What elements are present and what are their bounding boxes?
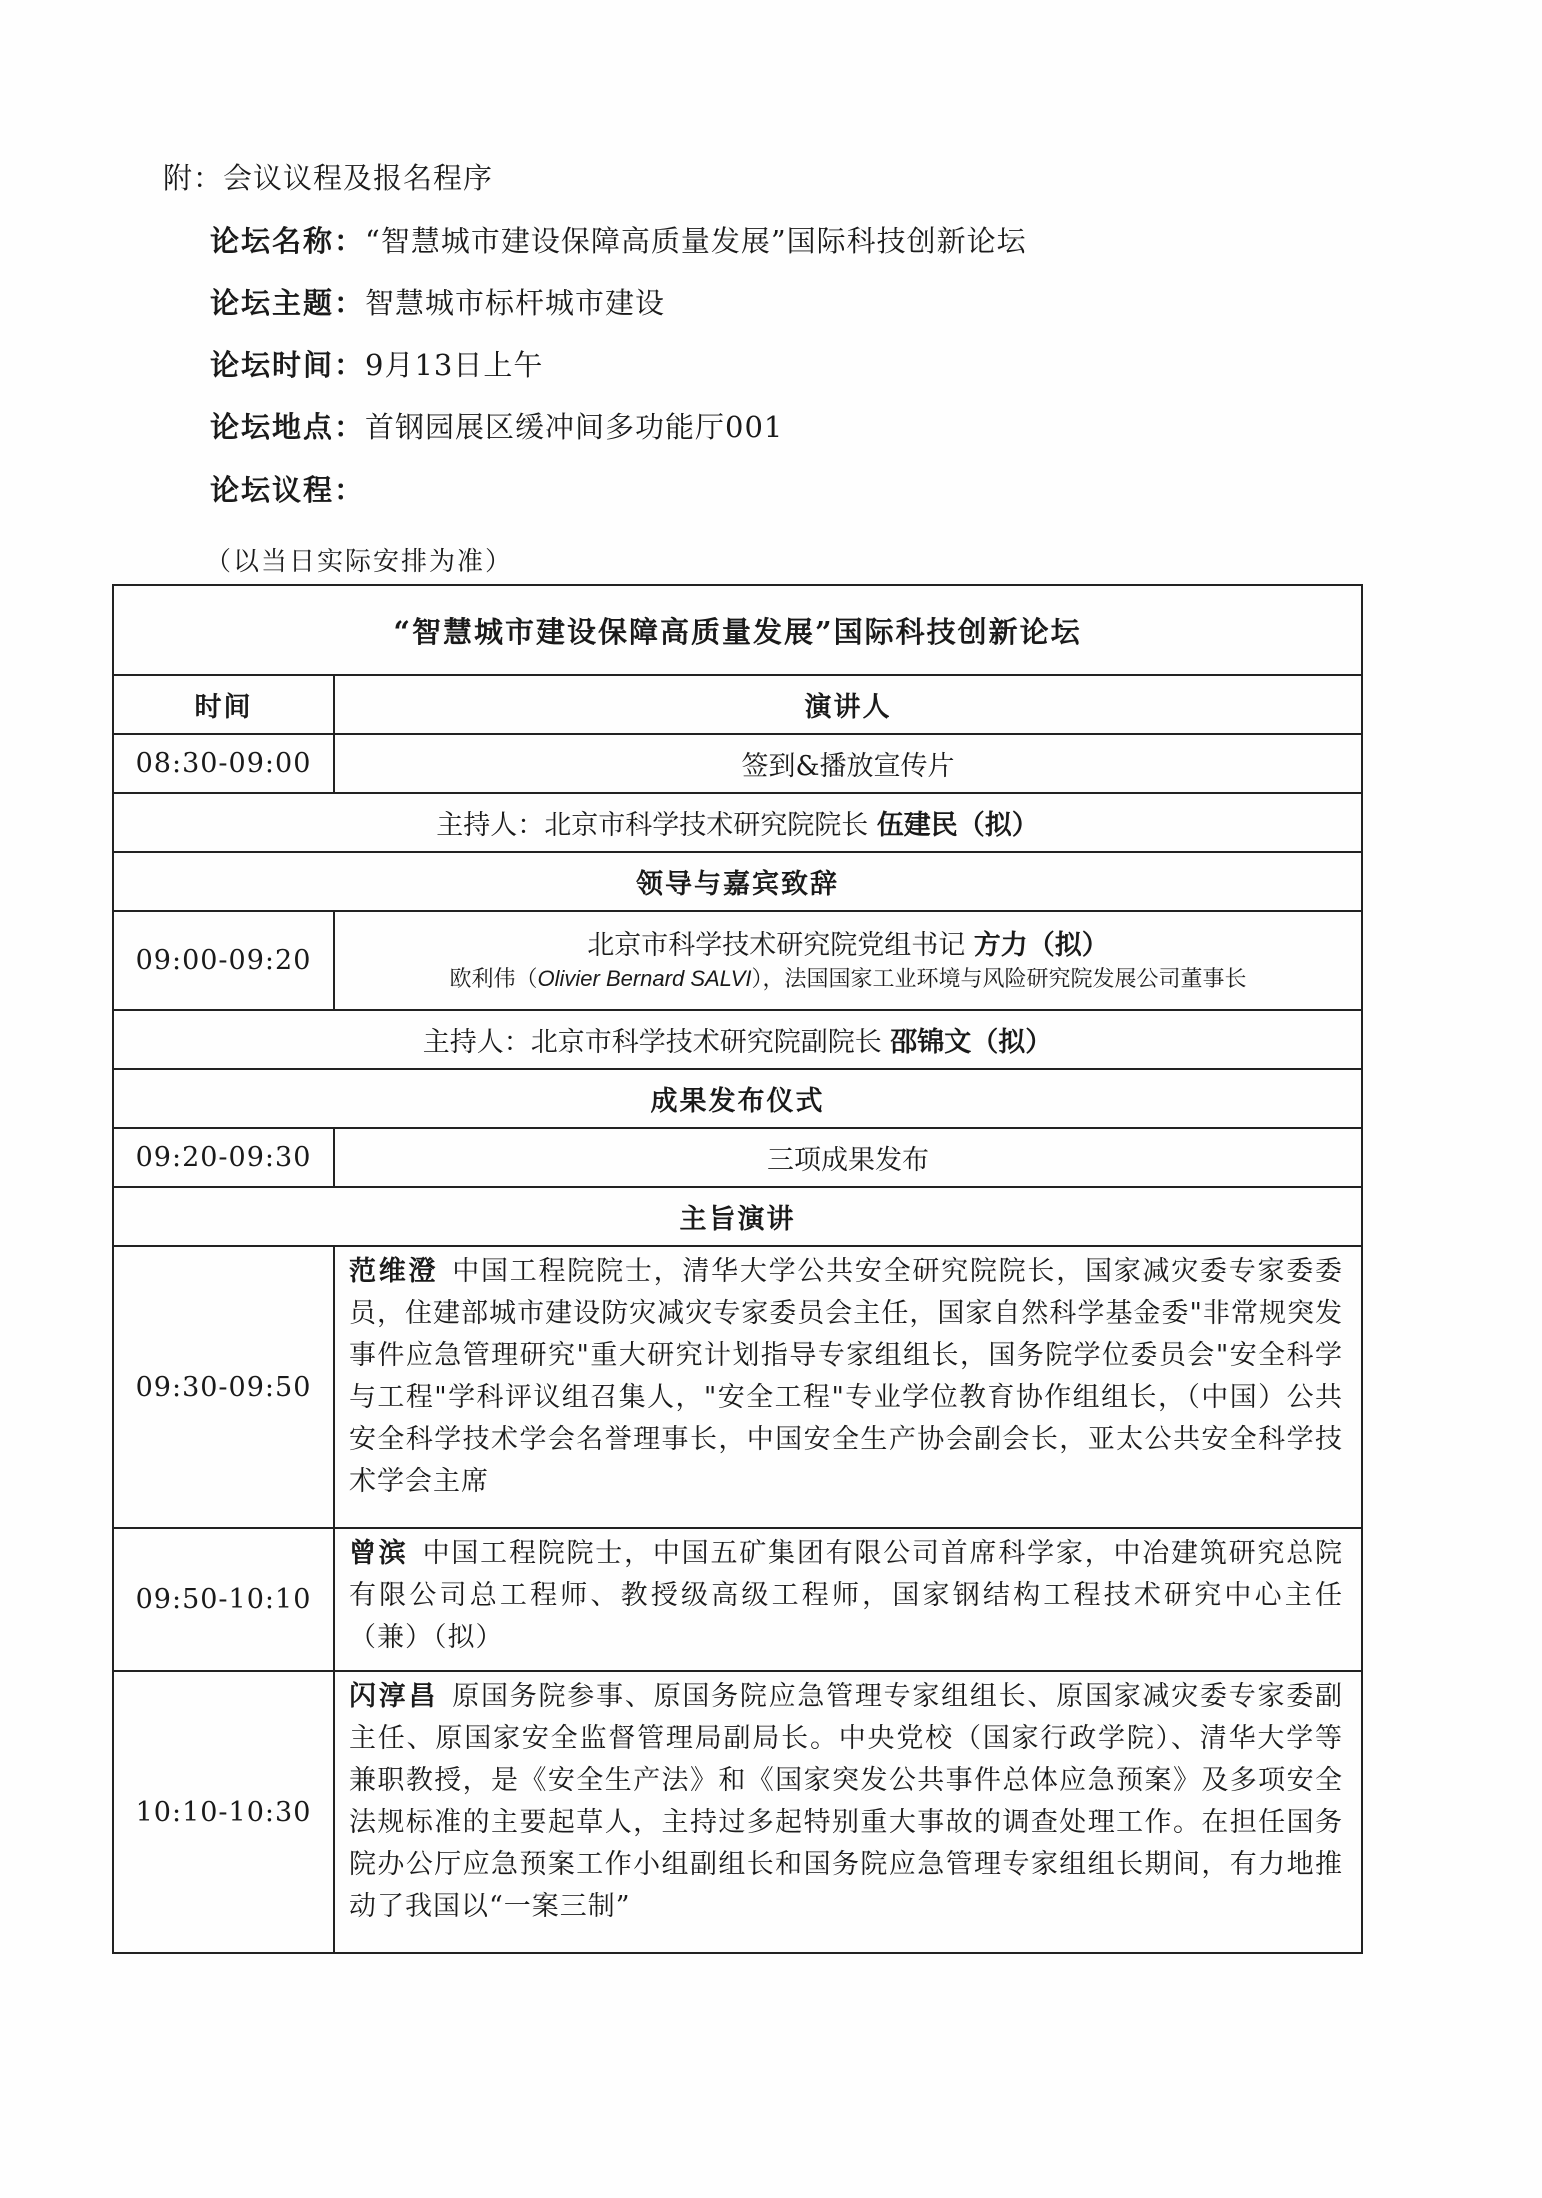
agenda-table xyxy=(112,584,1363,1954)
keynote2-bio xyxy=(334,1528,1362,1671)
keynote3-bio xyxy=(334,1671,1362,1953)
forum-place-label: 论坛地点： xyxy=(210,410,366,444)
forum-agenda-line xyxy=(210,470,365,510)
speech-time: 09:00-09:20 xyxy=(113,911,334,1010)
speech-speakers xyxy=(334,911,1362,1010)
host-row xyxy=(113,1010,1362,1069)
speech2-b: ），法国国家工业环境与风险研究院发展公司董事长 xyxy=(751,965,1247,991)
results-text: 三项成果发布 xyxy=(334,1128,1362,1187)
forum-agenda-label: 论坛议程： xyxy=(210,473,366,507)
table-header-row xyxy=(113,675,1362,734)
table-row xyxy=(113,1128,1362,1187)
section-keynote: 主旨演讲 xyxy=(113,1187,1362,1246)
speech1-prefix: 北京市科学技术研究院党组书记 xyxy=(587,929,974,961)
speech2 xyxy=(335,964,1361,994)
keynote2-name: 曾滨 xyxy=(349,1538,409,1569)
speech2-name-en: Olivier Bernard SALVI xyxy=(537,965,752,991)
signin-text: 签到&播放宣传片 xyxy=(334,734,1362,793)
forum-theme-line xyxy=(210,283,665,323)
host2-name: 邵锦文（拟） xyxy=(890,1027,1053,1058)
table-title: “智慧城市建设保障高质量发展”国际科技创新论坛 xyxy=(113,585,1362,675)
table-title-row xyxy=(113,585,1362,675)
keynote1-text: 中国工程院院士，清华大学公共安全研究院院长，国家减灾委专家委委员，住建部城市建设防灾减灾专家委员会主任，国家自然科学基金委"非常规突发事件应急管理研究"重大研究计划指导专家组组长，国务院学位委员会"安全科学与工程"学科评议组召集人，"安全工程"专业学位教育协作组组长，（中国）公共安全科学技术学会名誉理事长，中国安全生产协会副会长，亚太公共安全科学技术学会主席 xyxy=(349,1256,1344,1497)
speech1-name: 方力（拟） xyxy=(973,929,1109,961)
attachment-title: 附：会议议程及报名程序 xyxy=(163,161,494,195)
header-time: 时间 xyxy=(113,675,334,734)
host1-prefix: 主持人：北京市科学技术研究院院长 xyxy=(436,810,877,841)
keynote3-text: 原国务院参事、原国务院应急管理专家组组长、原国家减灾委专家委副主任、原国家安全监督管理局副局长。中央党校（国家行政学院）、清华大学等兼职教授，是《安全生产法》和《国家突发公共事件总体应急预案》及多项安全法规标准的主要起草人，主持过多起特别重大事故的调查处理工作。在担任国务院办公厅应急预案工作小组副组长和国务院应急管理专家组组长期间，有力地推动了我国以“一案三制” xyxy=(349,1681,1344,1922)
forum-name-label: 论坛名称： xyxy=(210,224,366,258)
section-row xyxy=(113,1069,1362,1128)
forum-theme-value: 智慧城市标杆城市建设 xyxy=(365,286,666,320)
host1 xyxy=(113,793,1362,852)
speech1 xyxy=(335,928,1361,964)
host-row xyxy=(113,793,1362,852)
header-speaker: 演讲人 xyxy=(334,675,1362,734)
forum-theme-label: 论坛主题： xyxy=(210,286,366,320)
host2-prefix: 主持人：北京市科学技术研究院副院长 xyxy=(422,1027,891,1058)
section-row xyxy=(113,852,1362,911)
host2 xyxy=(113,1010,1362,1069)
keynote2-text: 中国工程院院士，中国五矿集团有限公司首席科学家，中冶建筑研究总院有限公司总工程师、教授级高级工程师，国家钢结构工程技术研究中心主任（兼）（拟） xyxy=(349,1538,1344,1653)
forum-time-line xyxy=(210,345,543,385)
keynote2-time: 09:50-10:10 xyxy=(113,1528,334,1671)
signin-time: 08:30-09:00 xyxy=(113,734,334,793)
results-time: 09:20-09:30 xyxy=(113,1128,334,1187)
forum-place-line xyxy=(210,407,783,447)
section-results: 成果发布仪式 xyxy=(113,1069,1362,1128)
host1-name: 伍建民（拟） xyxy=(876,810,1039,841)
keynote1-name: 范维澄 xyxy=(349,1256,439,1287)
forum-name-value: “智慧城市建设保障高质量发展”国际科技创新论坛 xyxy=(365,224,1027,258)
forum-time-label: 论坛时间： xyxy=(210,348,366,382)
keynote1-time: 09:30-09:50 xyxy=(113,1246,334,1528)
forum-place-value: 首钢园展区缓冲间多功能厅001 xyxy=(365,410,784,444)
section-leaders: 领导与嘉宾致辞 xyxy=(113,852,1362,911)
agenda-note: （以当日实际安排为准） xyxy=(205,547,514,577)
keynote1-bio xyxy=(334,1246,1362,1528)
forum-time-value: 9月13日上午 xyxy=(365,348,544,382)
table-row xyxy=(113,1671,1362,1953)
table-row xyxy=(113,1528,1362,1671)
keynote3-time: 10:10-10:30 xyxy=(113,1671,334,1953)
table-row xyxy=(113,734,1362,793)
table-row xyxy=(113,1246,1362,1528)
table-row xyxy=(113,911,1362,1010)
section-row xyxy=(113,1187,1362,1246)
keynote3-name: 闪淳昌 xyxy=(349,1681,439,1712)
speech2-a: 欧利伟（ xyxy=(449,965,538,991)
forum-name-line xyxy=(210,221,1027,261)
